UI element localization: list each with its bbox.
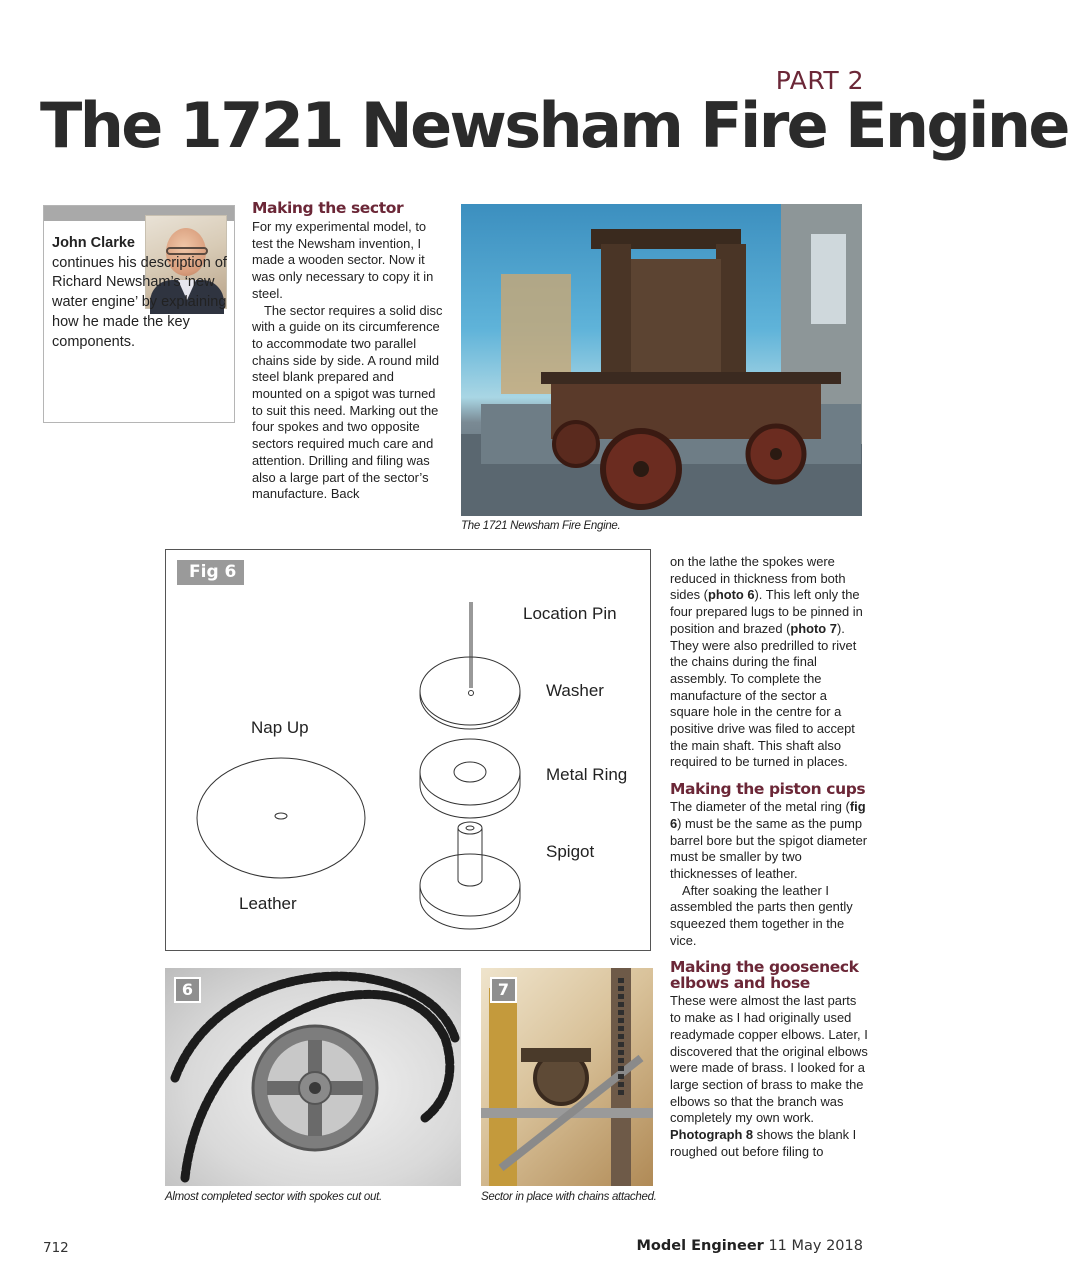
label-spigot: Spigot: [546, 842, 595, 861]
column-sector: [252, 200, 447, 503]
photo-6-caption: Almost completed sector with spokes cut out.: [165, 1191, 382, 1203]
piston-paragraph-1: The diameter of the metal ring (fig 6) must be the same as the pump barrel bore but the spigot diameter must be smaller by two thicknesses of leather.: [670, 799, 868, 881]
figure-tag: Fig 6: [177, 560, 244, 585]
intro-body: continues his description of Richard Newsham’s ‘new water engine’ by explaining how he made the key components.: [52, 254, 227, 350]
sector-paragraph-1: For my experimental model, to test the Newsham invention, I made a wooden sector. Now it was only necessary to copy it in steel.: [252, 219, 434, 301]
sector-paragraph-2: The sector requires a solid disc with a guide on its circumference to accommodate two parallel chains side by side. A round mild steel blank prepared and mounted on a spigot was turned to suit this need. Marking out the four spokes and two opposite sectors required much care and attention. Drilling and filing was also a large part of the sector’s manufacture. Back: [252, 302, 443, 502]
heading-gooseneck: Making the gooseneck elbows and hose: [670, 958, 859, 993]
photo-7-caption: Sector in place with chains attached.: [481, 1191, 657, 1203]
photo-7-tag: 7: [490, 977, 517, 1003]
sector-paragraph-3: on the lathe the spokes were reduced in thickness from both sides (photo 6). This left only the four prepared lugs to be pinned in position and brazed (photo 7). They were also predrilled to rivet the chains during the final assembly. To complete the manufacture of the sector a square hole in the centre for a positive drive was filed to accept the main shaft. This shaft also required to be turned in places.: [670, 554, 863, 770]
article-title: The 1721 Newsham Fire Engine: [40, 89, 1068, 162]
page-number: 712: [43, 1240, 69, 1256]
part-label: PART 2: [775, 66, 864, 95]
author-name: John Clarke: [52, 235, 135, 251]
gooseneck-paragraph-1: These were almost the last parts to make as I had originally used readymade copper elbows. Later, I discovered that the original elbows were made of brass. I looked for a large section of brass to make the elbows so that the branch was completely my own work. Photograph 8 shows the blank I roughed out before filing to: [670, 993, 868, 1159]
main-photo-caption: The 1721 Newsham Fire Engine.: [461, 520, 621, 532]
heading-sector: Making the sector: [252, 199, 404, 217]
photo-7: [481, 968, 653, 1186]
column-right: [670, 554, 868, 1161]
label-washer: Washer: [546, 681, 604, 700]
fire-engine-photo: [461, 204, 862, 516]
piston-paragraph-2: After soaking the leather I assembled the parts then gently squeezed them together in the vice.: [670, 882, 853, 948]
label-metal-ring: Metal Ring: [546, 765, 628, 784]
photo-6: [165, 968, 461, 1186]
label-nap-up: Nap Up: [251, 718, 309, 737]
label-location-pin: Location Pin: [523, 604, 617, 623]
figure-6: [165, 549, 651, 951]
heading-piston-cups: Making the piston cups: [670, 780, 866, 799]
issue-date: 11 May 2018: [768, 1238, 863, 1254]
label-leather: Leather: [239, 894, 297, 913]
footer-masthead: [636, 1238, 863, 1254]
photo-6-tag: 6: [174, 977, 201, 1003]
magazine-name: Model Engineer: [636, 1238, 764, 1254]
intro-text: [52, 234, 232, 352]
intro-box: [43, 205, 235, 423]
